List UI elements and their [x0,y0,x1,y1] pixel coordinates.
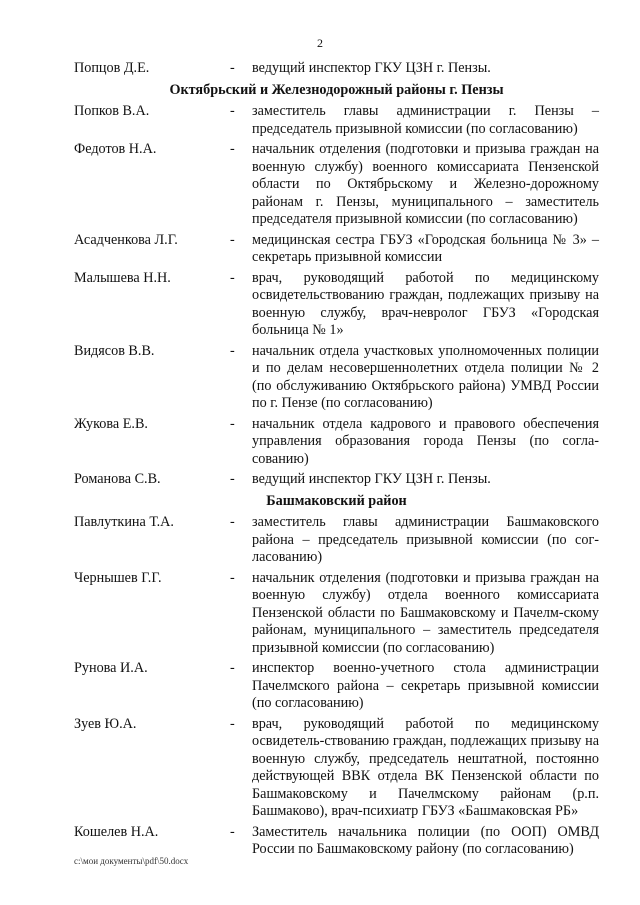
member-name: Жукова Е.В. [74,415,148,432]
dash: - [230,103,235,119]
member-name: Романова С.В. [74,471,161,487]
dash: - [230,569,235,586]
member-name: Федотов Н.А. [74,141,157,157]
list-item [74,270,599,340]
dash: - [230,715,235,732]
member-name: Чернышев Г.Г. [74,569,162,586]
list-item [74,660,599,713]
commission-list [74,60,599,859]
list-item [74,824,599,859]
member-name: Попцов Д.Е. [74,60,150,76]
dash: - [230,231,235,248]
dash: - [230,60,235,76]
member-position: медицинская сестра ГБУЗ «Городская больница № 3» – секретарь призывной комиссии [252,231,599,265]
member-position: начальник отделения (подготовки и призыва граждан на военную службу) военного комиссариата Пензенской области по Октябрьскому и Железно-дорожному районам г. Пензы, муниципального – заместитель председателя призывной комиссии (по согласованию) [252,141,599,227]
member-position: врач, руководящий работой по медицинскому освидетель-ствованию граждан, подлежащих призыву на военную службу, председатель нештатной, постоянно действующей ВВК отдела ВК Пензенской области по Башмаковскому и Пачелмскому районам (р.п. Башмаково), врач-психиатр ГБУЗ «Башмаковская РБ» [252,715,599,819]
member-name: Павлуткина Т.А. [74,514,174,530]
member-position: ведущий инспектор ГКУ ЦЗН г. Пензы. [252,471,491,487]
list-item [74,471,599,489]
dash: - [230,514,235,530]
list-item [74,716,599,821]
file-path-footer: c:\мои документы\pdf\50.docx [74,856,189,866]
list-item [74,343,599,413]
section-heading-bashmakovsky: Башмаковский район [266,492,407,509]
list-item [74,232,599,267]
member-position: врач, руководящий работой по медицинскому освидетельствованию граждан, подлежащих призыву на военную службу, врач-невролог ГБУЗ «Городская больница № 1» [252,269,599,338]
member-name: Асадченкова Л.Г. [74,231,178,248]
member-position: Заместитель начальника полиции (по ООП) ОМВД России по Башмаковскому району (по согласованию) [252,823,599,857]
member-name: Попков В.А. [74,103,150,119]
member-name: Зуев Ю.А. [74,715,137,732]
list-item [74,570,599,658]
member-name: Малышева Н.Н. [74,269,171,286]
section-heading-oktyabrsky: Октябрьский и Железнодорожный районы г. Пензы [169,81,504,98]
dash: - [230,415,235,432]
dash: - [230,141,235,157]
member-position: инспектор военно-учетного стола администрации Пачелмского района – секретарь призывной комиссии (по согласованию) [252,660,599,711]
member-name: Кошелев Н.А. [74,823,159,840]
dash: - [230,269,235,286]
list-item [74,514,599,567]
dash: - [230,823,235,840]
member-position: начальник отдела кадрового и правового обеспечения управления образования города Пензы (по согла-сованию) [252,415,599,467]
list-item [74,416,599,469]
dash: - [230,471,235,487]
list-item [74,103,599,138]
dash: - [230,660,235,676]
member-position: начальник отдела участковых уполномоченных полиции и по делам несовершеннолетних отдела полиции № 2 (по обслуживанию Октябрьского района) УМВД России по г. Пензе (по согласованию) [252,342,599,411]
member-name: Видясов В.В. [74,342,155,359]
member-position: заместитель главы администрации г. Пензы – председатель призывной комиссии (по согласованию) [252,103,599,137]
member-position: ведущий инспектор ГКУ ЦЗН г. Пензы. [252,60,491,76]
member-position: заместитель главы администрации Башмаковского района – председатель призывной комиссии (по сог-ласованию) [252,514,599,565]
list-item [74,141,599,229]
list-item [74,60,599,78]
dash: - [230,342,235,359]
member-name: Рунова И.А. [74,660,148,676]
page-number: 2 [317,36,323,50]
member-position: начальник отделения (подготовки и призыва граждан на военную службу) отдела военного комиссариата Пензенской области по Башмаковскому и Пачелм-скому районам, муниципального – заместитель председателя призывной комиссии (по согласованию) [252,569,599,656]
